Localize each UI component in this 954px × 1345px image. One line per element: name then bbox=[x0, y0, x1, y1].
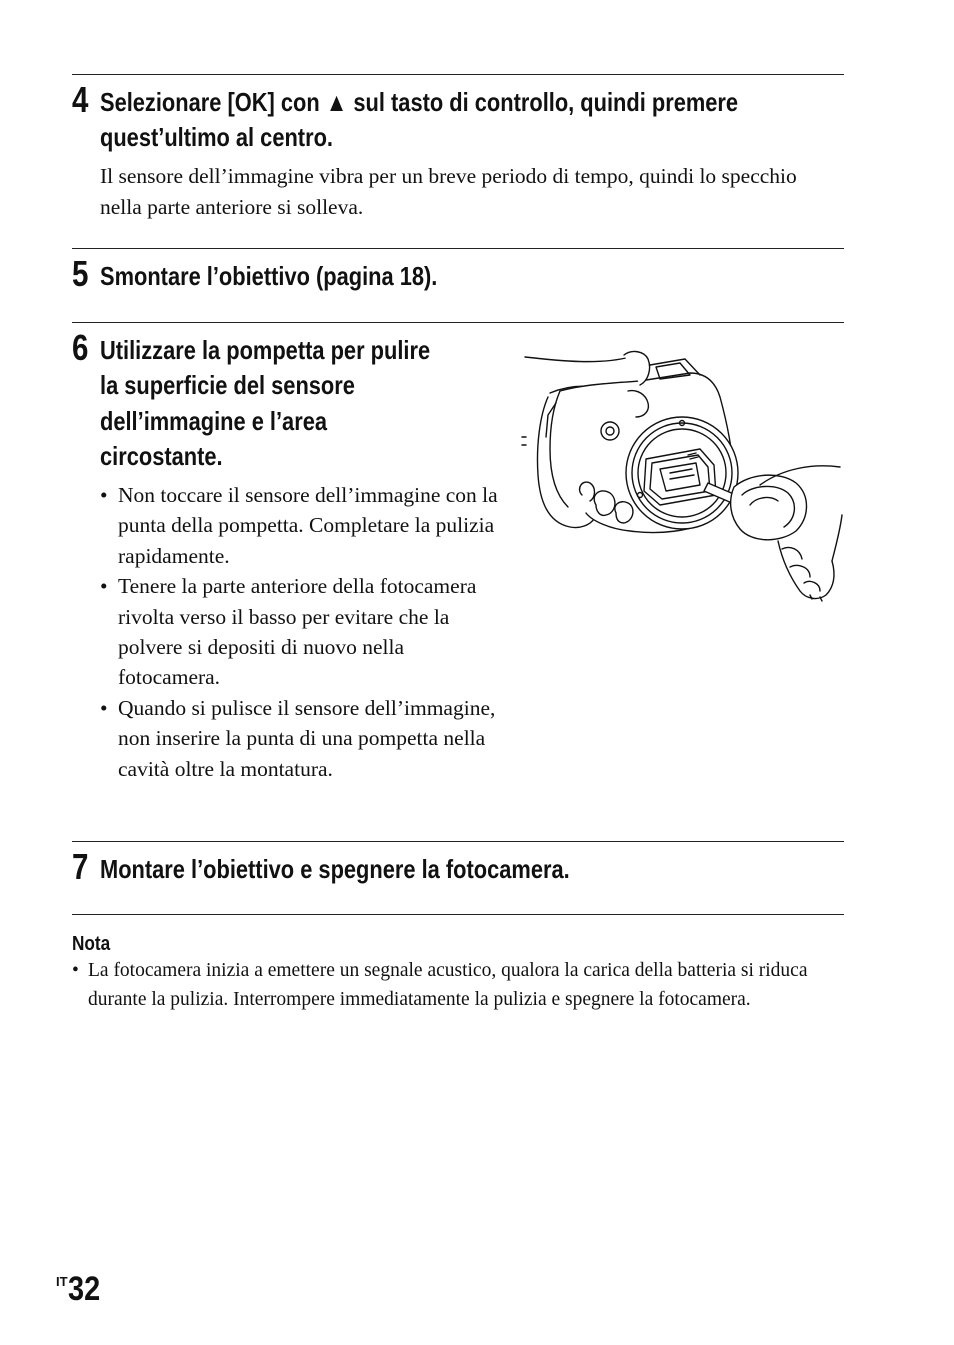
bullet-text: Non toccare il sensore dell’immagine con la punta della pompetta. Completare la pulizia rapidamente. bbox=[118, 483, 498, 568]
list-item bbox=[100, 571, 500, 693]
step-4-body: Il sensore dell’immagine vibra per un breve periodo di tempo, quindi lo specchio nella parte anteriore si solleva. bbox=[100, 164, 797, 219]
step-6-heading-line3: dell’immagine e l’area bbox=[100, 406, 327, 436]
divider-rule bbox=[72, 248, 844, 249]
divider-rule bbox=[72, 74, 844, 75]
bullet-text: Tenere la parte anteriore della fotocamera rivolta verso il basso per evitare che la polvere si depositi di nuovo nella fotocamera. bbox=[118, 574, 477, 690]
bullet-icon: • bbox=[100, 483, 108, 507]
step-6-bullet-list bbox=[100, 480, 500, 784]
bullet-icon: • bbox=[100, 695, 108, 720]
page-number bbox=[56, 1270, 105, 1309]
divider-rule bbox=[72, 914, 844, 915]
note-item bbox=[72, 956, 844, 1014]
note-text: La fotocamera inizia a emettere un segnale acustico, qualora la carica della batteria si riduca durante la pulizia. Interrompere immediatamente la pulizia e spegnere la fotocamera. bbox=[88, 960, 808, 1010]
step-5-heading: Smontare l’obiettivo (pagina 18). bbox=[100, 261, 438, 291]
note-title: Nota bbox=[72, 933, 111, 955]
step-7-heading: Montare l’obiettivo e spegnere la fotocamera. bbox=[100, 854, 570, 884]
step-6-number: 6 bbox=[72, 327, 88, 368]
step-4-number: 4 bbox=[72, 79, 88, 120]
step-4-heading-line2: quest’ultimo al centro. bbox=[100, 122, 333, 152]
divider-rule bbox=[72, 841, 844, 842]
bullet-text: Quando si pulisce il sensore dell’immagine, non inserire la punta di una pompetta nella cavità oltre la montatura. bbox=[118, 695, 496, 781]
language-code: IT bbox=[56, 1274, 68, 1289]
step-7-number: 7 bbox=[72, 846, 88, 887]
list-item bbox=[100, 480, 500, 571]
page-number-value: 32 bbox=[67, 1270, 100, 1308]
list-item bbox=[100, 693, 500, 784]
step-5-number: 5 bbox=[72, 253, 88, 294]
step-6-heading-line2: la superficie del sensore bbox=[100, 370, 355, 400]
camera-sensor-cleaning-illustration bbox=[520, 345, 845, 605]
step-4-heading-line1: Selezionare [OK] con ▲ sul tasto di controllo, quindi premere bbox=[100, 87, 739, 117]
divider-rule bbox=[72, 322, 844, 323]
bullet-icon: • bbox=[72, 960, 79, 981]
bullet-icon: • bbox=[100, 574, 108, 599]
step-6-heading-line4: circostante. bbox=[100, 441, 223, 471]
step-6-heading-line1: Utilizzare la pompetta per pulire bbox=[100, 335, 431, 365]
